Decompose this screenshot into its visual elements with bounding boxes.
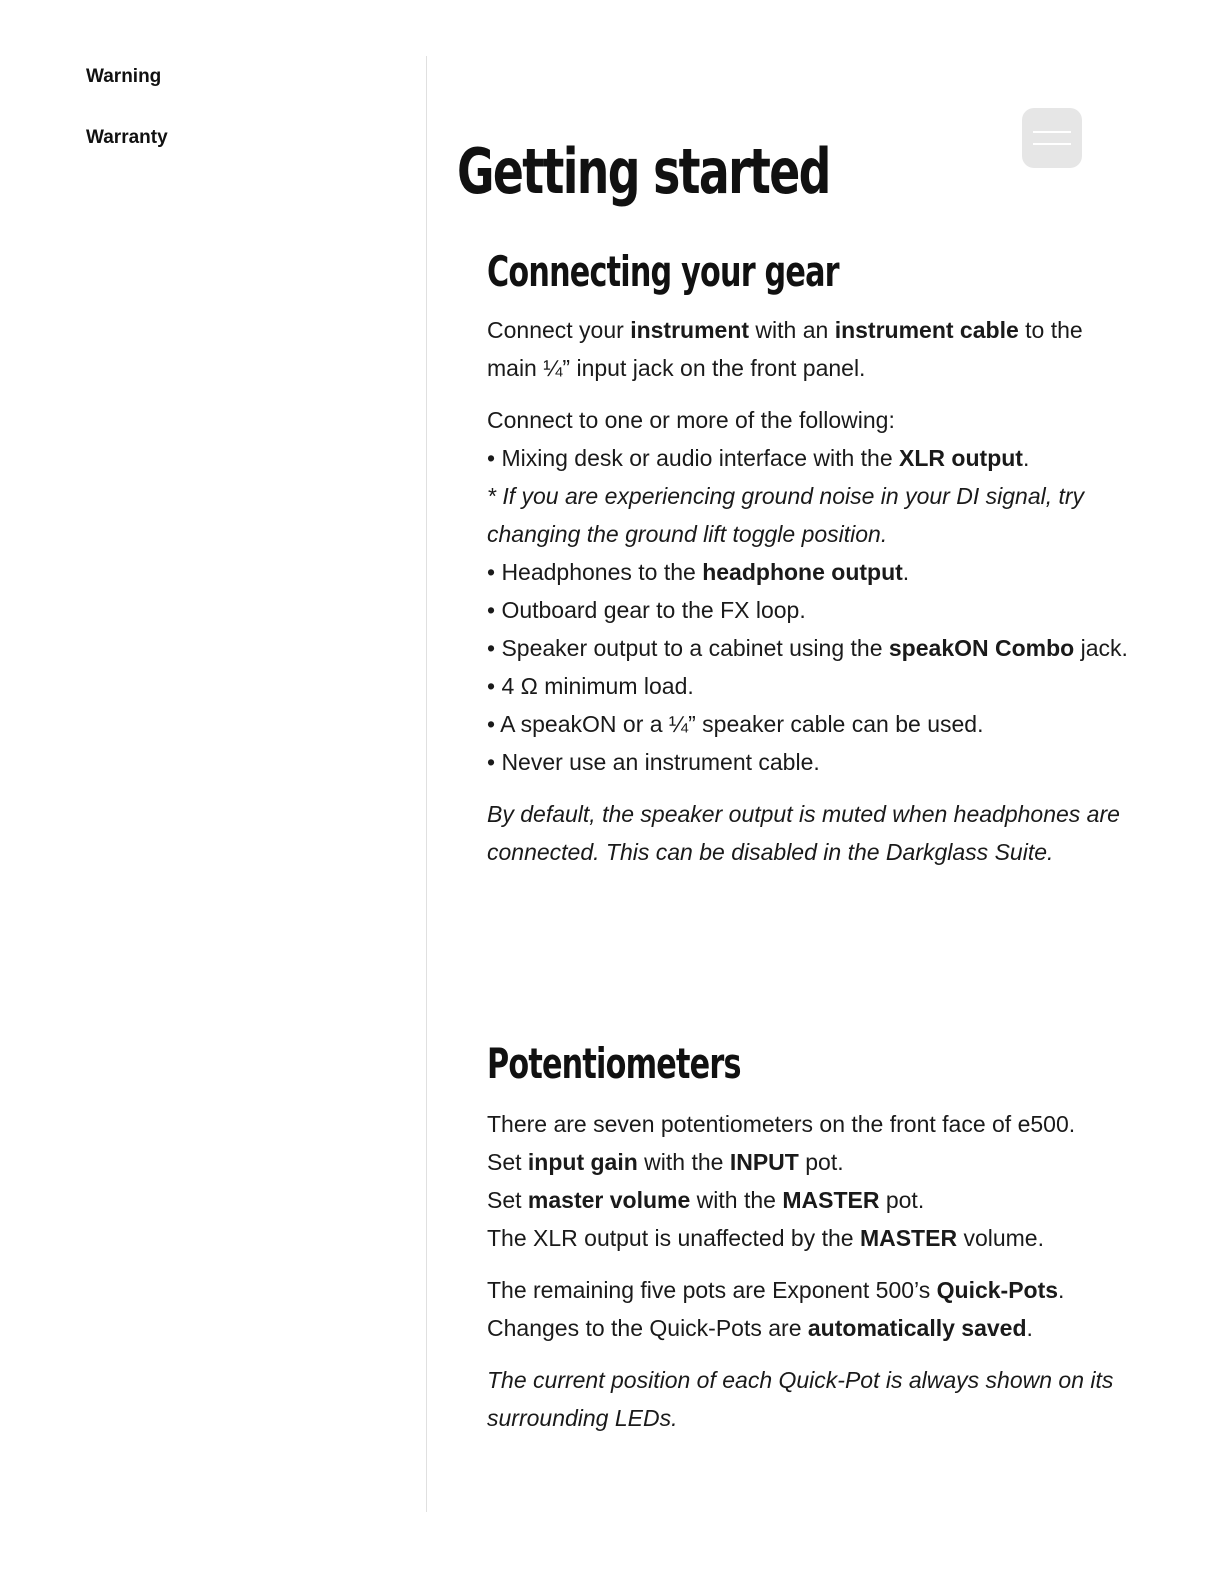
sidebar-nav bbox=[0, 0, 426, 1512]
ground-noise-note: * If you are experiencing ground noise in your DI signal, try changing the ground lift toggle position. bbox=[487, 483, 1085, 547]
page-title: Getting started bbox=[457, 135, 830, 208]
sidebar-link-warning[interactable]: Warning bbox=[86, 66, 162, 87]
list-item-xlr: • Mixing desk or audio interface with the XLR output. bbox=[487, 445, 1030, 471]
section-heading-potentiometers: Potentiometers bbox=[487, 1039, 741, 1088]
potentiometers-content bbox=[487, 1105, 1137, 1437]
connecting-content bbox=[487, 311, 1137, 871]
pots-intro-text: There are seven potentiometers on the front face of e500. bbox=[487, 1111, 1076, 1137]
section-heading-connecting: Connecting your gear bbox=[487, 247, 839, 296]
speaker-mute-note: By default, the speaker output is muted when headphones are connected. This can be disabled in the Darkglass Suite. bbox=[487, 801, 1120, 865]
xlr-unaffected-line: The XLR output is unaffected by the MASTER volume. bbox=[487, 1225, 1044, 1251]
list-item-headphones: • Headphones to the headphone output. bbox=[487, 559, 910, 585]
input-gain-line: Set input gain with the INPUT pot. bbox=[487, 1149, 844, 1175]
list-item-fx-loop: • Outboard gear to the FX loop. bbox=[487, 597, 806, 623]
list-item-never-instrument-cable: • Never use an instrument cable. bbox=[487, 749, 820, 775]
list-item-speaker: • Speaker output to a cabinet using the speakON Combo jack. bbox=[487, 635, 1128, 661]
hamburger-menu-button[interactable] bbox=[1022, 108, 1082, 168]
connect-instrument-paragraph: Connect your instrument with an instrument cable to the main ¼” input jack on the front panel. bbox=[487, 317, 1083, 381]
master-volume-line: Set master volume with the MASTER pot. bbox=[487, 1187, 925, 1213]
sidebar-link-warranty[interactable]: Warranty bbox=[86, 127, 168, 148]
quick-pot-led-note: The current position of each Quick-Pot is always shown on its surrounding LEDs. bbox=[487, 1367, 1114, 1431]
quick-pots-paragraph: The remaining five pots are Exponent 500’s Quick-Pots. Changes to the Quick-Pots are automatically saved. bbox=[487, 1277, 1065, 1341]
vertical-divider bbox=[426, 56, 427, 1512]
list-item-minimum-load: • 4 Ω minimum load. bbox=[487, 673, 694, 699]
list-item-speaker-cable: • A speakON or a ¼” speaker cable can be used. bbox=[487, 711, 984, 737]
connect-intro-text: Connect to one or more of the following: bbox=[487, 407, 895, 433]
